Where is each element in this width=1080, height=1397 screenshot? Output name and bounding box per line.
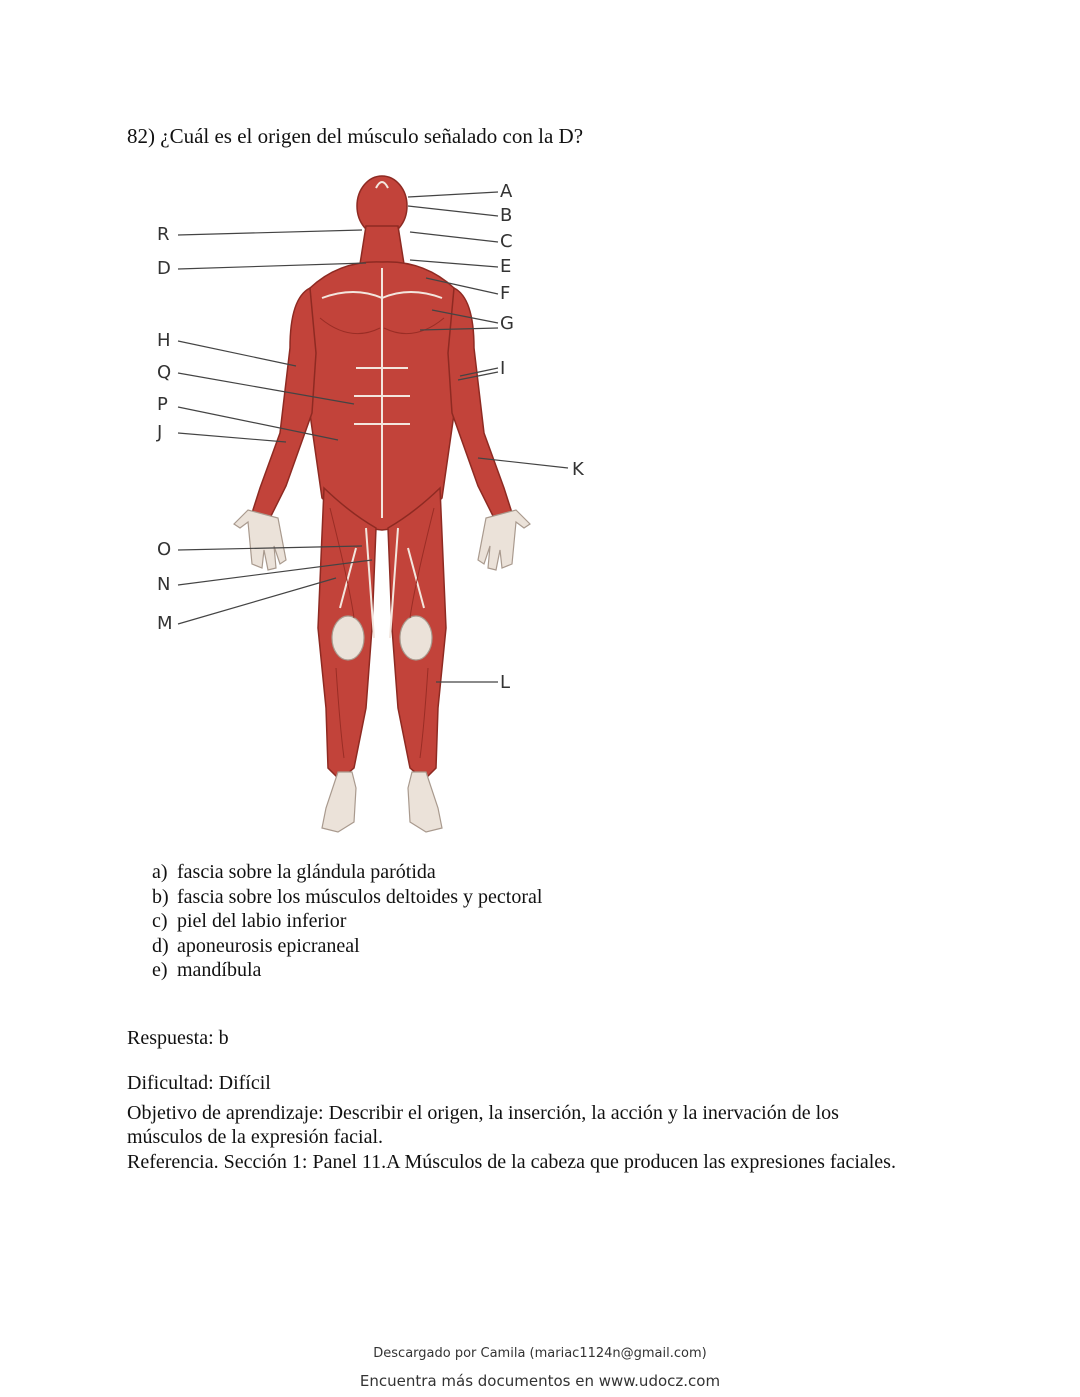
objective-line-1: Objetivo de aprendizaje: Describir el origen, la inserción, la acción y la inervación de los [127, 1102, 839, 1124]
footer-downloaded: Descargado por Camila (mariac1124n@gmail.com) [373, 1346, 707, 1361]
option-letter: b) [152, 885, 169, 908]
answer-text: Respuesta: b [127, 1027, 229, 1049]
option-text: aponeurosis epicraneal [177, 934, 360, 957]
label-p: P [157, 394, 168, 415]
label-q: Q [157, 362, 172, 383]
option-b [152, 885, 542, 910]
label-l: L [500, 672, 511, 693]
difficulty-text: Dificultad: Difícil [127, 1072, 271, 1094]
label-m: M [157, 613, 173, 634]
answer-options [152, 860, 542, 983]
label-c: C [500, 231, 513, 252]
option-letter: c) [152, 910, 168, 932]
option-c [152, 909, 542, 934]
option-e [152, 958, 542, 983]
option-letter: e) [152, 959, 168, 981]
option-text: piel del labio inferior [177, 910, 347, 932]
question-text: 82) ¿Cuál es el origen del músculo señalado con la D? [127, 124, 584, 148]
label-e: E [500, 256, 512, 277]
label-a: A [500, 181, 513, 202]
label-o: O [157, 539, 172, 560]
hands-feet [234, 510, 530, 832]
muscle-diagram [140, 168, 610, 848]
muscle-figure-svg [140, 168, 610, 848]
label-i: I [500, 358, 506, 379]
reference-text: Referencia. Sección 1: Panel 11.A Músculos de la cabeza que producen las expresiones faciales. [127, 1151, 896, 1173]
option-text: fascia sobre la glándula parótida [177, 861, 436, 883]
label-k: K [572, 459, 584, 480]
label-f: F [500, 283, 511, 304]
label-g: G [500, 313, 514, 334]
option-d [152, 934, 542, 959]
label-b: B [500, 205, 513, 226]
option-letter: d) [152, 934, 169, 957]
label-n: N [157, 574, 171, 595]
option-letter: a) [152, 861, 168, 883]
label-j: J [157, 422, 163, 443]
footer-link[interactable]: Encuentra más documentos en www.udocz.com [359, 1372, 721, 1390]
objective-line-2: músculos de la expresión facial. [127, 1126, 384, 1148]
option-text: fascia sobre los músculos deltoides y pectoral [177, 885, 543, 908]
option-text: mandíbula [177, 959, 262, 981]
label-r: R [157, 224, 170, 245]
label-d: D [157, 258, 171, 279]
label-h: H [157, 330, 171, 351]
option-a [152, 860, 542, 885]
